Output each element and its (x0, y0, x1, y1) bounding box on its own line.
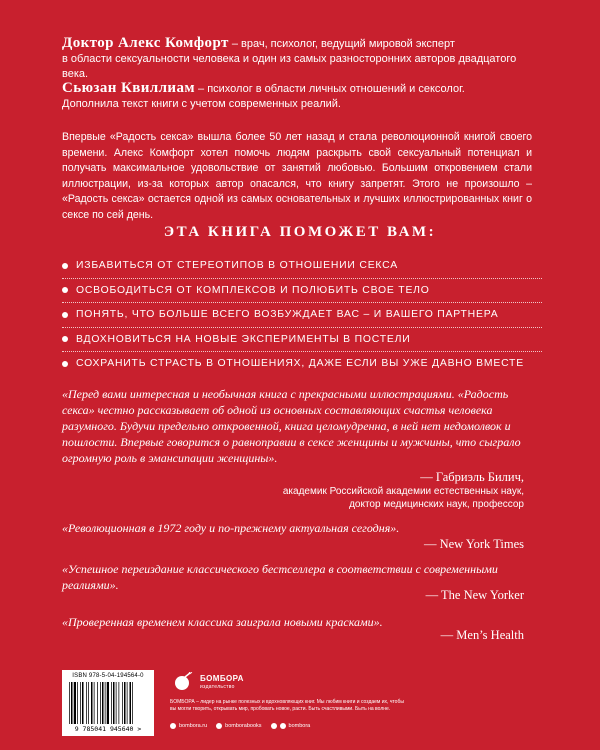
publisher-name: БОМБОРА (200, 674, 244, 683)
review-author: — New York Times (423, 537, 524, 551)
bullet-icon (62, 361, 68, 367)
author-quilliam (62, 81, 542, 112)
review-author-title (283, 485, 524, 511)
benefit-text: ВДОХНОВИТЬСЯ НА НОВЫЕ ЭКСПЕРИМЕНТЫ В ПОСТЕЛИ (76, 333, 411, 345)
benefit-text: ОСВОБОДИТЬСЯ ОТ КОМПЛЕКСОВ И ПОЛЮБИТЬ СВОЕ ТЕЛО (76, 284, 430, 296)
benefits-list (62, 254, 542, 376)
review-author-title-line: академик Российской академии естественных наук, (282, 486, 524, 497)
social-icon (216, 723, 222, 729)
review-author: — Габриэль Билич, (420, 470, 524, 484)
review-quote: «Успешное переиздание классического бестселлера в соответствии с современными реалиями». (62, 562, 498, 592)
review-author: — Men’s Health (440, 628, 524, 642)
benefit-item (62, 303, 542, 328)
benefit-text: ПОНЯТЬ, ЧТО БОЛЬШЕ ВСЕГО ВОЗБУЖДАЕТ ВАС – И ВАШЕГО ПАРТНЕРА (76, 309, 499, 321)
bullet-icon (62, 312, 68, 318)
review-author-title-line: доктор медицинских наук, профессор (349, 499, 524, 510)
review-quote: «Проверенная временем классика заиграла новыми красками». (62, 615, 383, 629)
isbn-label: ISBN 978-5-04-194564-0 (72, 673, 144, 679)
author-description-cont: Дополнила текст книги с учетом современных реалий. (62, 98, 341, 110)
author-description: – врач, психолог, ведущий мировой эксперт (228, 38, 455, 50)
bullet-icon (62, 287, 68, 293)
benefit-text: СОХРАНИТЬ СТРАСТЬ В ОТНОШЕНИЯХ, ДАЖЕ ЕСЛИ ВЫ УЖЕ ДАВНО ВМЕСТЕ (76, 358, 524, 370)
social-icon (280, 723, 286, 729)
social-link[interactable] (271, 723, 311, 729)
publisher-subtitle: издательство (200, 684, 235, 690)
author-name: Сьюзан Квиллиам (62, 80, 195, 96)
barcode-icon (68, 682, 148, 724)
intro-paragraph: Впервые «Радость секса» вышла более 50 лет назад и стала революционной книгой своего времени. Алекс Комфорт хотел помочь людям раскрыть свой сексуальный потенциал и получать максимальное удовольствие от занятий любовью. Большим откровением стали иллюстрации, из-за которых автор опасался, что книгу запретят. Этого не произошло – «Радость секса» остается одной из самых основательных и лучших иллюстрированных книг о сексе по сей день. (62, 131, 532, 221)
link-text: bombora (288, 723, 311, 729)
bullet-icon (62, 263, 68, 269)
social-link[interactable] (216, 723, 261, 729)
review-quote: «Перед вами интересная и необычная книга с прекрасными иллюстрациями. «Радость секса» честно рассказывает об одной из основных составляющих счастья человека разумного. Будучи предельно откровенной, книга целомудренна, в ней нет недомолвок и пошлости. Впервые говорится о равноправии в сексе женщины и мужчины, что сыграло огромную роль в эмансипации женщины». (62, 387, 521, 465)
benefit-item (62, 328, 542, 353)
author-name: Доктор Алекс Комфорт (62, 35, 229, 51)
review-quote: «Революционная в 1972 году и по-прежнему актуальная сегодня». (62, 521, 400, 535)
author-description-cont: в области сексуальности человека и один из самых разносторонних авторов двадцатого века. (62, 53, 517, 80)
author-comfort (62, 36, 542, 82)
barcode-digits: 9 785041 945640 > (74, 725, 142, 733)
benefit-item (62, 254, 542, 279)
benefit-item (62, 352, 542, 376)
review-author: — The New Yorker (425, 588, 524, 602)
author-description: – психолог в области личных отношений и сексолог. (194, 83, 465, 95)
publisher-description: БОМБОРА – лидер на рынке полезных и вдохновляющих книг. Мы любим книги и создаем их, чтобы вы могли творить, открывать мир, пробовать новое, расти. Быть счастливыми. Быть на волне. (170, 699, 404, 712)
bullet-icon (62, 336, 68, 342)
link-text: bombora.ru (179, 723, 208, 729)
benefits-heading: ЭТА КНИГА ПОМОЖЕТ ВАМ: (163, 224, 437, 240)
globe-icon (170, 723, 176, 729)
benefit-text: ИЗБАВИТЬСЯ ОТ СТЕРЕОТИПОВ В ОТНОШЕНИИ СЕКСА (76, 260, 398, 272)
website-link[interactable] (170, 723, 207, 729)
link-text: bomborabooks (225, 723, 262, 729)
publisher-links (170, 723, 310, 729)
barcode-block (62, 670, 154, 736)
social-icon (271, 723, 277, 729)
benefit-item (62, 279, 542, 304)
